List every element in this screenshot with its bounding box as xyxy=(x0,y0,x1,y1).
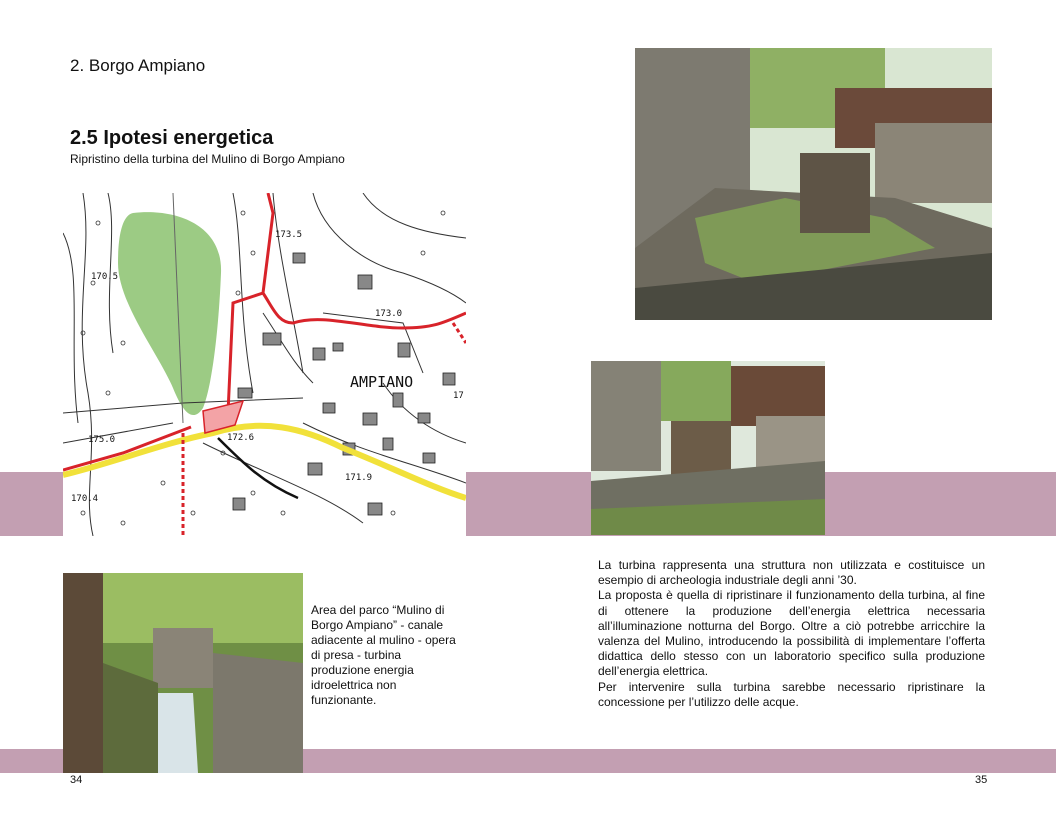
map-place-label: AMPIANO xyxy=(350,373,414,391)
map-elevation-label: 17 xyxy=(453,391,464,401)
sluice-gate-photo xyxy=(591,361,825,535)
page-heading: 2.5 Ipotesi energetica xyxy=(70,127,274,149)
waterfall-canal-photo xyxy=(63,573,303,773)
map-elevation-label: 175.0 xyxy=(88,435,116,445)
body-text xyxy=(598,558,985,710)
body-paragraph: Per intervenire sulla turbina sarebbe necessario ripristinare la concessione per l’utilizzo delle acque. xyxy=(598,679,985,709)
map-elevation-label: 170.4 xyxy=(71,494,99,504)
map-elevation-label: 173.5 xyxy=(275,230,303,240)
page-number-left: 34 xyxy=(70,774,83,786)
section-title: 2. Borgo Ampiano xyxy=(70,56,206,75)
mill-canal-photo xyxy=(635,48,992,320)
map-elevation-label: 171.9 xyxy=(345,473,373,483)
map-elevation-label: 172.6 xyxy=(227,433,255,443)
body-paragraph: La proposta è quella di ripristinare il funzionamento della turbina, al fine di ottenere la produzione dell’energia elettrica necessaria all’illuminazione notturna del Borgo. Oltre a ciò potrebbe arricchire la valenza del Mulino, introducendo la possibilità di implementare l’offerta didattica dello stesso con un laboratorio specifico sulla produzione dell’energia elettrica. xyxy=(598,588,985,679)
page-number-right: 35 xyxy=(975,774,988,786)
body-paragraph: La turbina rappresenta una struttura non utilizzata e costituisce un esempio di archeologia industriale degli anni ’30. xyxy=(598,558,985,588)
map-elevation-label: 170.5 xyxy=(91,272,119,282)
photo-caption: Area del parco “Mulino di Borgo Ampiano” - canale adiacente al mulino - opera di presa - turbina produzione energia idroelettrica non funzionante. xyxy=(311,603,456,707)
page-subheading: Ripristino della turbina del Mulino di Borgo Ampiano xyxy=(70,152,345,166)
topographic-map xyxy=(63,193,466,536)
map-elevation-label: 173.0 xyxy=(375,309,403,319)
